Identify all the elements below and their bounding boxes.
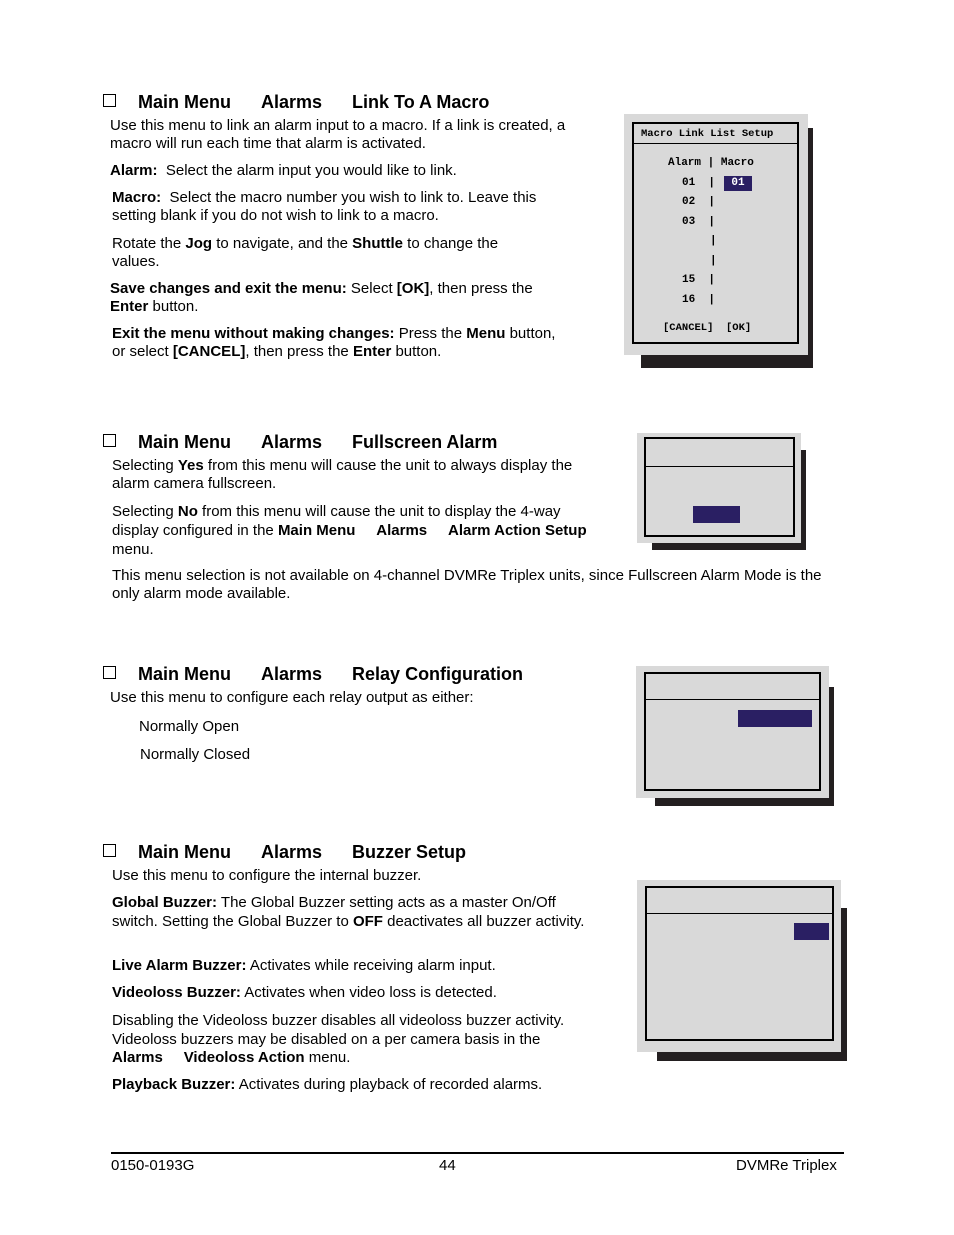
relay-option-selected[interactable]: [738, 710, 812, 727]
cancel-ok-buttons[interactable]: [CANCEL] [OK]: [663, 322, 752, 334]
alarm-row-sep: |: [710, 235, 717, 247]
fullscreen-option-selected[interactable]: [693, 506, 740, 523]
alarm-row[interactable]: 01 |: [682, 177, 716, 189]
heading-link-to-macro: Main Menu Alarms Link To A Macro: [103, 92, 489, 113]
buzzer-disable-desc: Disabling the Videoloss buzzer disables all videoloss buzzer activity. Videoloss buzzers may be disabled on a per camera basis in the Alarms Videoloss Action menu.: [112, 1012, 565, 1066]
macro-intro: Use this menu to link an alarm input to a macro. If a link is created, a macro will run each time that alarm is activated.: [110, 117, 566, 152]
heading-buzzer-setup: Main Menu Alarms Buzzer Setup: [103, 842, 466, 863]
buzzer-setup-screen: [637, 880, 841, 1052]
macro-alarm-desc: Alarm: Select the alarm input you would like to link.: [110, 162, 457, 179]
fullscreen-yes-desc: Selecting Yes from this menu will cause the unit to always display the alarm camera fullscreen.: [112, 457, 573, 492]
macro-link-screen: [624, 114, 808, 355]
buzzer-intro: Use this menu to configure the internal buzzer.: [112, 867, 422, 884]
fullscreen-note: This menu selection is not available on 4-channel DVMRe Triplex units, since Fullscreen Alarm Mode is the only alarm mode available.: [112, 567, 822, 602]
footer-page-number: 44: [439, 1157, 456, 1174]
relay-option-closed: Normally Closed: [140, 746, 251, 763]
alarm-row[interactable]: 03 |: [682, 216, 716, 228]
alarm-row[interactable]: 15 |: [682, 274, 716, 286]
buzzer-playback-desc: Playback Buzzer: Activates during playback of recorded alarms.: [112, 1076, 543, 1093]
checkbox-icon: [103, 434, 116, 447]
checkbox-icon: [103, 94, 116, 107]
macro-macro-desc: Macro: Select the macro number you wish to link to. Leave this setting blank if you do not wish to link to a macro.: [112, 189, 537, 224]
fullscreen-no-desc: Selecting No from this menu will cause the unit to display the 4-way display configured in the Main Menu Alarms Alarm Action Setup menu.: [112, 503, 587, 558]
checkbox-icon: [103, 666, 116, 679]
footer-product: DVMRe Triplex: [736, 1157, 837, 1174]
buzzer-videoloss-desc: Videoloss Buzzer: Activates when video loss is detected.: [112, 984, 497, 1001]
alarm-row[interactable]: 16 |: [682, 294, 716, 306]
col-alarm-header: Alarm | Macro: [668, 157, 754, 169]
footer-rule: [111, 1152, 844, 1154]
alarm-row-sep: |: [710, 255, 717, 267]
heading-fullscreen-alarm: Main Menu Alarms Fullscreen Alarm: [103, 432, 497, 453]
macro-exit-desc: Exit the menu without making changes: Press the Menu button, or select [CANCEL], then press the Enter button.: [112, 325, 556, 360]
relay-configuration-screen: [636, 666, 829, 798]
buzzer-global-desc: Global Buzzer: The Global Buzzer setting acts as a master On/Off switch. Setting the Global Buzzer to OFF deactivates all buzzer activity.: [112, 894, 585, 930]
macro-rotate-desc: Rotate the Jog to navigate, and the Shuttle to change the values.: [112, 235, 499, 270]
macro-value-selected[interactable]: 01: [724, 176, 752, 191]
checkbox-icon: [103, 844, 116, 857]
buzzer-live-desc: Live Alarm Buzzer: Activates while receiving alarm input.: [112, 957, 496, 974]
footer-doc-number: 0150-0193G: [111, 1157, 195, 1174]
screen-title: Macro Link List Setup: [641, 128, 774, 140]
heading-relay-configuration: Main Menu Alarms Relay Configuration: [103, 664, 523, 685]
alarm-row[interactable]: 02 |: [682, 196, 716, 208]
fullscreen-alarm-screen: [637, 433, 801, 543]
buzzer-option-selected[interactable]: [794, 923, 829, 940]
macro-save-desc: Save changes and exit the menu: Select [OK], then press the Enter button.: [110, 280, 533, 315]
relay-option-open: Normally Open: [139, 718, 240, 735]
relay-intro: Use this menu to configure each relay output as either:: [110, 689, 474, 706]
